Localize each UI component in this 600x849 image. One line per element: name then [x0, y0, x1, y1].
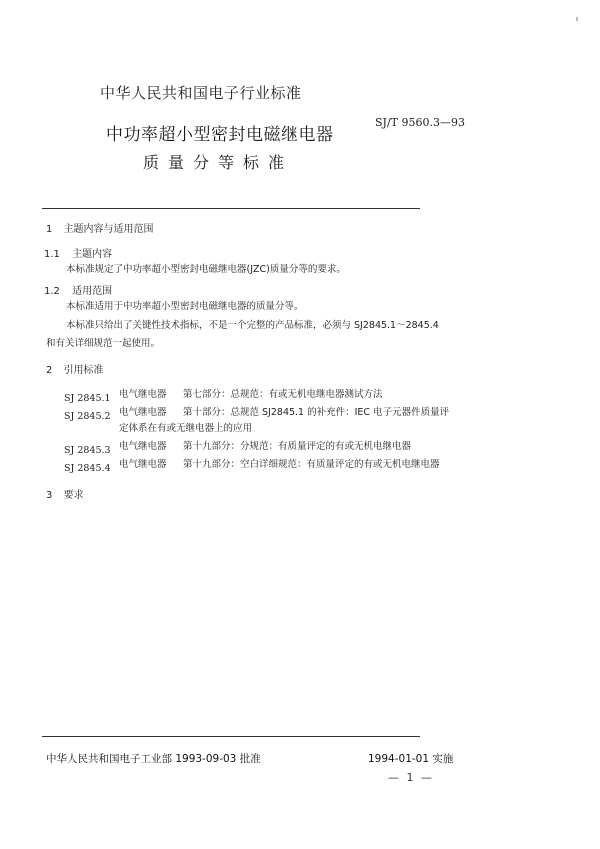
reference-name: 电气继电器: [119, 389, 167, 400]
reference-name: 电气继电器: [119, 407, 167, 418]
standard-code: SJ/T 9560.3—93: [375, 116, 465, 129]
section-2-heading: [46, 361, 104, 376]
industry-standard-label: 中华人民共和国电子行业标准: [100, 84, 302, 102]
reference-name: 电气继电器: [119, 441, 167, 452]
page-number: — 1 —: [388, 771, 434, 784]
section-title: 要求: [63, 490, 84, 501]
subsection-1-1-heading: [44, 245, 112, 260]
section-title: 主题内容与适用范围: [63, 224, 154, 235]
subsection-number: 1.2: [44, 286, 60, 297]
subsection-title: 适用范围: [72, 286, 113, 297]
reference-item: [64, 404, 450, 423]
implementation-date: 1994-01-01 实施: [368, 753, 454, 765]
reference-desc: 第七部分：总规范：有或无机电继电器测试方法: [183, 389, 383, 400]
section-1-heading: [46, 220, 154, 235]
reference-item: [64, 386, 383, 405]
paragraph: 本标准适用于中功率超小型密封电磁继电器的质量分等。: [66, 301, 304, 312]
reference-desc: 第十部分：总规范 SJ2845.1 的补充件：IEC 电子元器件质量评: [183, 407, 450, 418]
reference-code: SJ 2845.2: [64, 411, 111, 422]
reference-code: SJ 2845.4: [64, 463, 111, 474]
paragraph: 本标准规定了中功率超小型密封电磁继电器(JZC)质量分等的要求。: [66, 264, 346, 275]
section-number: 3: [46, 490, 53, 501]
subsection-1-2-heading: [44, 282, 112, 297]
reference-item: [64, 438, 412, 457]
section-title: 引用标准: [63, 365, 104, 376]
reference-name: 电气继电器: [119, 459, 167, 470]
reference-desc: 第十九部分：空白详细规范：有质量评定的有或无机电继电器: [183, 459, 440, 470]
reference-code: SJ 2845.1: [64, 393, 111, 404]
reference-desc-continued: 定体系在有或无继电器上的应用: [119, 423, 253, 434]
document-subtitle: 质量分等标准: [143, 153, 294, 172]
scan-mark: [576, 17, 578, 21]
reference-item: [64, 456, 440, 475]
footer-divider: [42, 736, 420, 737]
paragraph: 本标准只给出了关键性技术指标，不是一个完整的产品标准，必须与 SJ2845.1～2845.4: [66, 320, 439, 331]
section-number: 2: [46, 365, 53, 376]
paragraph: 和有关详细规范一起使用。: [46, 338, 161, 349]
subsection-number: 1.1: [44, 249, 60, 260]
document-title: 中功率超小型密封电磁继电器: [106, 125, 334, 145]
section-number: 1: [46, 224, 53, 235]
approval-line: 中华人民共和国电子工业部 1993-09-03 批准: [46, 753, 261, 765]
header-divider: [42, 208, 420, 209]
subsection-title: 主题内容: [72, 249, 113, 260]
section-3-heading: [46, 486, 84, 501]
reference-desc: 第十九部分：分规范：有质量评定的有或无机电继电器: [183, 441, 412, 452]
reference-code: SJ 2845.3: [64, 445, 111, 456]
